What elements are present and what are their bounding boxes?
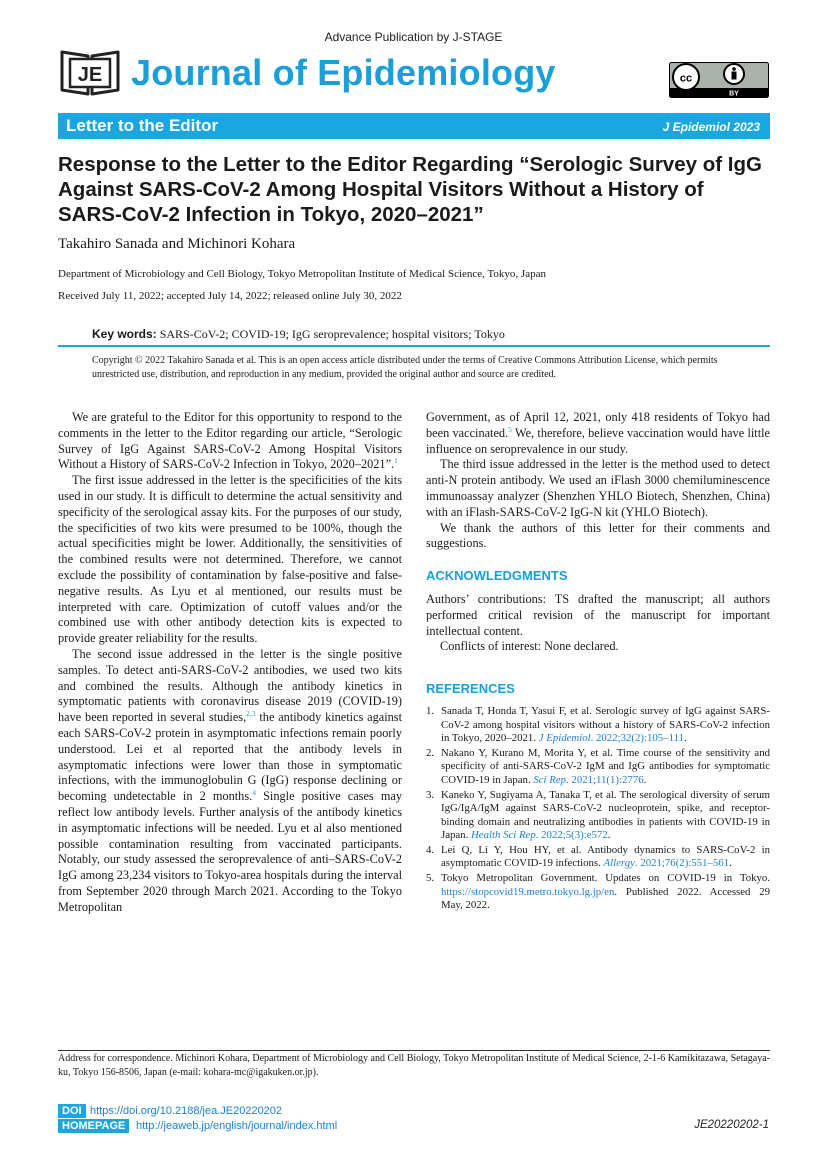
reference-item: 5. Tokyo Metropolitan Government. Updates on COVID-19 in Tokyo. https://stopcovid19.metro.tokyo.lg.jp/en. Published 2022. Accessed 29 May, 2022. — [426, 872, 770, 912]
keywords: SARS-CoV-2; COVID-19; IgG seroprevalence; hospital visitors; Tokyo — [159, 327, 505, 341]
citation-link[interactable]: 1 — [394, 456, 398, 466]
acknowledgments-heading: ACKNOWLEDGMENTS — [426, 568, 568, 584]
author-contributions: Authors’ contributions: TS drafted the manuscript; all authors performed critical revision of the manuscript for important intellectual content. — [426, 591, 770, 638]
affiliation: Department of Microbiology and Cell Biology, Tokyo Metropolitan Institute of Medical Science, Tokyo, Japan — [58, 268, 546, 280]
paragraph-intro: We are grateful to the Editor for this opportunity to respond to the comments in the letter to the Editor regarding our article, “Serologic Survey of IgG Against SARS-CoV-2 Among Hospital Visitors Without a History of SARS-CoV-2 Infection in Tokyo, 2020–2021”.$^1$ — [58, 410, 402, 472]
reference-journal-link[interactable]: Health Sci Rep — [470, 829, 536, 842]
logo-letters: JE — [77, 64, 103, 86]
reference-journal-link[interactable]: Allergy — [603, 857, 635, 870]
license-badge-text: BY — [729, 90, 739, 98]
citation-link[interactable]: 5 — [508, 424, 512, 434]
homepage-link[interactable]: http://jeaweb.jp/english/journal/index.html — [136, 1120, 338, 1132]
paragraph-continued: Government, as of April 12, 2021, only 418 residents of Tokyo had been vaccinated.$^5$ We, therefore, believe vaccination would have little influence on seroprevalence in our study. — [426, 410, 770, 456]
reference-cite-link[interactable]: . 2022;32(2):105–111 — [590, 732, 684, 745]
conflicts-of-interest: Conflicts of interest: None declared. — [440, 639, 619, 654]
doi-label: DOI — [58, 1104, 86, 1118]
paragraph-single-positive: The second issue addressed in the letter is the single positive samples. To detect anti-SARS-CoV-2 antibodies, we used two kits and combined the results. Although the antibody kinetics in symptomatic patients with coronavirus disease 2019 (COVID-19) have been reported in several studies,$^{2,3}$ the antibody kinetics against each SARS-CoV-2 protein in asymptomatic infections remain poorly understood. Lei et al reported that the antibody levels in asymptomatic infections were lower than those in symptomatic infections, with the immunoglobulin G (IgG) response declining or becoming undetectable in 2 months.$^4$ Single positive cases may reflect low antibody levels. Further analysis of the antibody kinetics in asymptomatic infections will be needed. Lyu et al also mentioned possible contamination resulting from vaccinated participants. Notably, our study assessed the seroprevalence of anti–SARS-CoV-2 IgG among 23,234 visitors to Tokyo-area hospitals during the interval from September 2020 through March 2021. According to the Tokyo Metropolitan — [58, 646, 403, 914]
citation-link[interactable]: 4 — [252, 788, 256, 798]
body-column-left — [58, 410, 402, 916]
citation-link[interactable]: 2,3 — [246, 709, 256, 719]
advance-publication-notice: Advance Publication by J-STAGE — [324, 30, 503, 44]
keywords-line — [92, 327, 505, 342]
journal-title: Journal of Epidemiology — [131, 52, 556, 93]
keywords-label: Key words: — [92, 327, 157, 341]
svg-text:cc: cc — [679, 72, 693, 85]
author-list: Takahiro Sanada and Michinori Kohara — [58, 236, 296, 252]
doi-link[interactable]: https://doi.org/10.2188/jea.JE20220202 — [90, 1105, 283, 1117]
body-column-right — [426, 410, 770, 914]
reference-item: 3. Kaneko Y, Sugiyama A, Tanaka T, et al. The serological diversity of serum IgG/IgA/IgM against SARS-CoV-2 nucleoprotein, spike, and receptor-binding domain and neutralizing antibodies in patients with COVID-19 in Japan. Health Sci Rep. 2022;5(3):e572. — [426, 788, 770, 842]
reference-cite-link[interactable]: . 2021;76(2):551–561 — [634, 857, 730, 870]
reference-item: 2. Nakano Y, Kurano M, Morita Y, et al. Time course of the sensitivity and specificity of anti-SARS-CoV-2 IgM and IgG antibodies for symptomatic COVID-19 in Japan. Sci Rep. 2021;11(1):2776. — [426, 746, 770, 786]
reference-journal-link[interactable]: Sci Rep — [533, 773, 567, 786]
paragraph-thanks: We thank the authors of this letter for their comments and suggestions. — [426, 520, 770, 551]
keywords-divider — [58, 345, 770, 347]
journal-citation: J Epidemiol 2023 — [662, 120, 760, 134]
reference-list — [426, 705, 770, 913]
publication-dates: Received July 11, 2022; accepted July 14, 2022; released online July 30, 2022 — [58, 290, 402, 302]
references-heading: REFERENCES — [426, 681, 515, 697]
reference-url-link[interactable]: https://stopcovid19.metro.tokyo.lg.jp/en — [441, 885, 615, 898]
reference-item: 4. Lei Q, Li Y, Hou HY, et al. Antibody dynamics to SARS-CoV-2 in asymptomatic COVID-19 infections. Allergy. 2021;76(2):551–561. — [426, 843, 770, 870]
paragraph-method: The third issue addressed in the letter is the method used to detect anti-N protein antibody. We used an iFlash 3000 chemiluminescence immunoassay analyzer (Shenzhen YHLO Biotech, Shenzhen, China) with an iFlash-SARS-CoV-2 IgG-N kit (YHLO Biotech). — [426, 457, 770, 519]
copyright-notice: Copyright © 2022 Takahiro Sanada et al. This is an open access article distributed under the terms of Creative Commons Attribution License, which permits unrestricted use, distribution, and reproduction in any medium, provided the original author and source are credited. — [92, 355, 718, 380]
cc-by-license-icon — [669, 62, 769, 98]
reference-journal-link[interactable]: J Epidemiol — [538, 732, 591, 745]
reference-item: 1. Sanada T, Honda T, Yasui F, et al. Serologic survey of IgG against SARS-CoV-2 among hospital visitors without a history of SARS-CoV-2 infection in Tokyo, 2020–2021. J Epidemiol. 2022;32(2):105–111. — [426, 704, 770, 745]
section-label: Letter to the Editor — [66, 116, 219, 135]
article-title: Response to the Letter to the Editor Regarding “Serologic Survey of IgG Against SARS-CoV-2 Among Hospital Visitors Without a History of SARS-CoV-2 Infection in Tokyo, 2020–2021” — [58, 153, 762, 226]
footer-divider — [58, 1050, 770, 1051]
reference-cite-link[interactable]: . 2021;11(1):2776 — [566, 773, 644, 786]
correspondence-address: Address for correspondence. Michinori Kohara, Department of Microbiology and Cell Biology, Tokyo Metropolitan Institute of Medical Science, 2-1-6 Kamikitazawa, Setagaya-ku, Tokyo 156-8506, Japan (e-mail: kohara-mc@igakuken.or.jp). — [58, 1053, 770, 1078]
page-identifier: JE20220202-1 — [694, 1119, 769, 1131]
reference-cite-link[interactable]: . 2022;5(3):e572 — [535, 829, 608, 842]
homepage-label: HOMEPAGE — [58, 1119, 129, 1133]
journal-logo-icon — [58, 48, 122, 98]
paragraph-specificity: The first issue addressed in the letter is the specificities of the kits used in our study. It is difficult to determine the actual sensitivity and specificity of the serological assay kits. For the purposes of our study, the specificities of two kits were presumed to be 100%, though the actual specificities might be lower. Additionally, the sensitivities of the combined results were not determined. Therefore, we cannot exclude the possibility of contamination by false-positive and false-negative results. As Lyu et al mentioned, our results must be interpreted with care. Optimization of cutoff values and/or the combined use with other antibody detection kits is expected to provide greater reliability for the results. — [58, 473, 402, 646]
